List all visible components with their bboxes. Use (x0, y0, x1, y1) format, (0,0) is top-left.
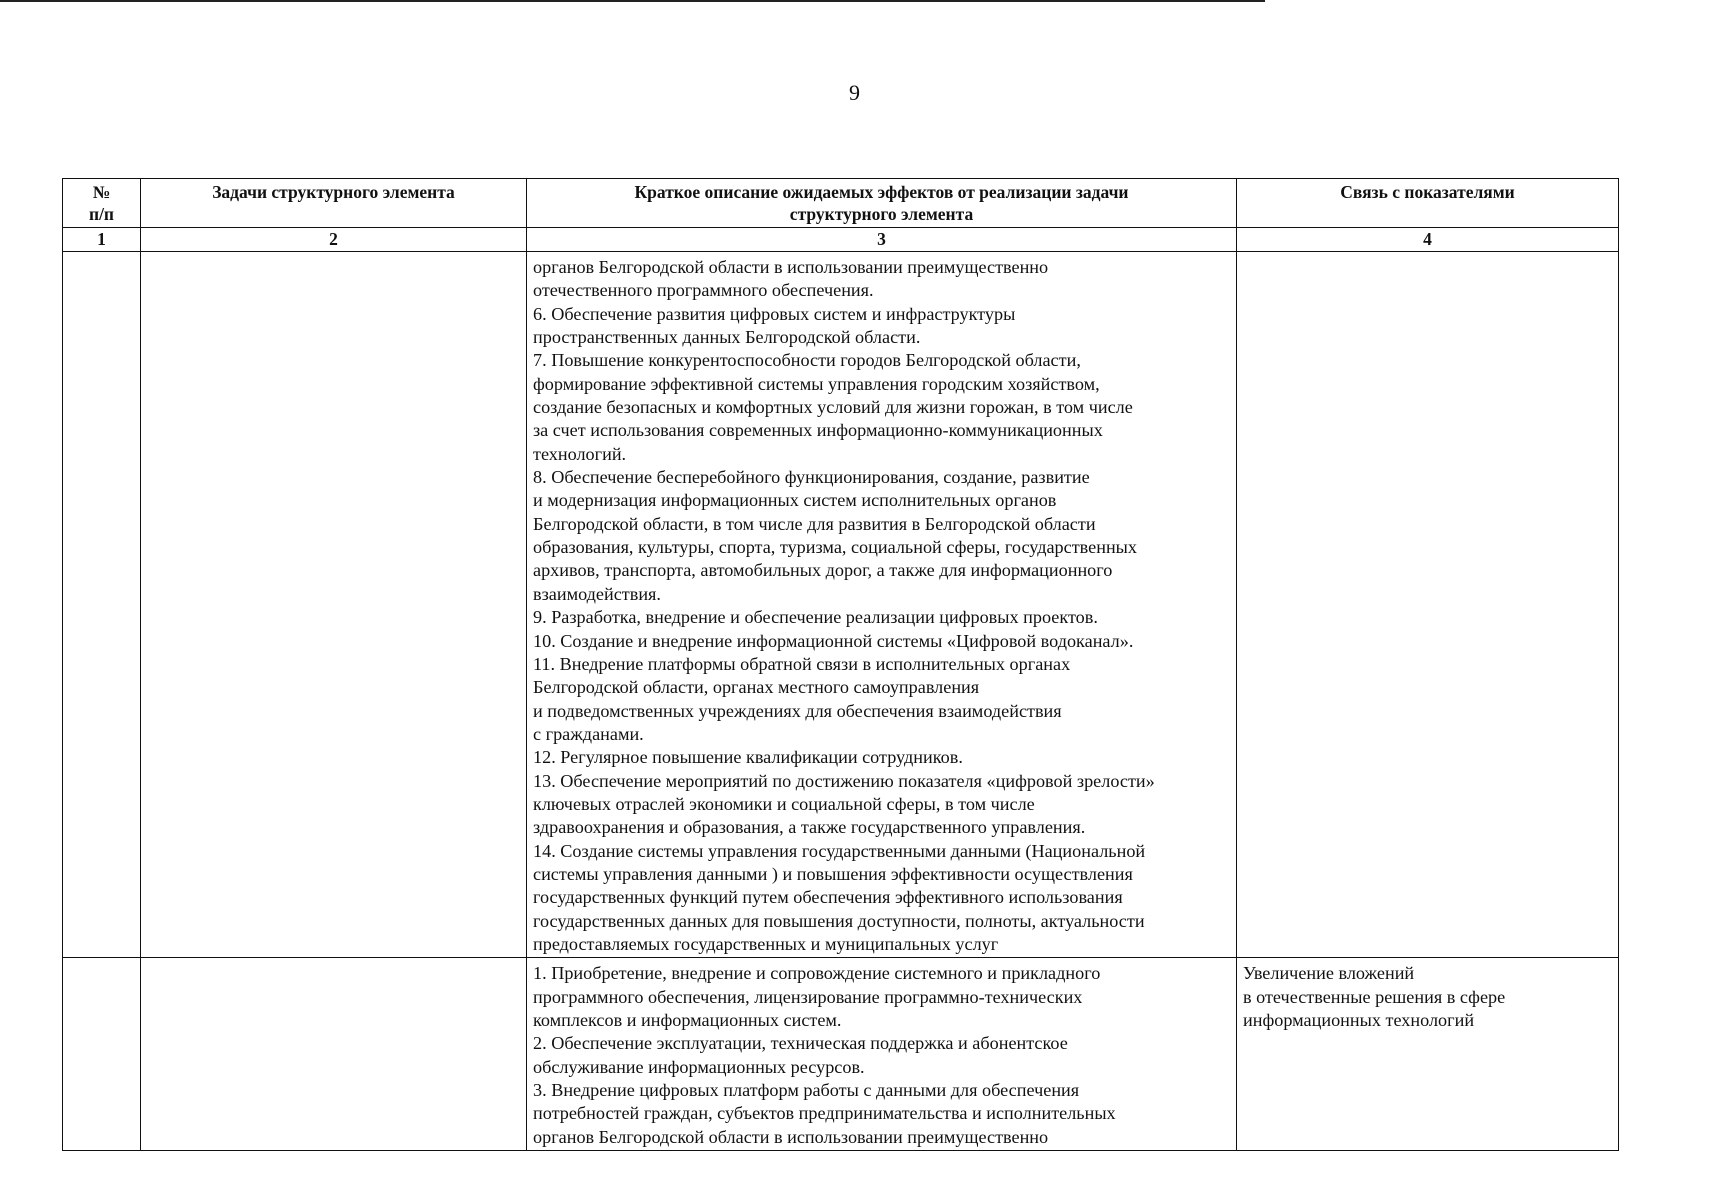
indicator-line: информационных технологий (1243, 1010, 1475, 1030)
description-line: и модернизация информационных систем исполнительных органов (533, 490, 1057, 511)
column-number: 4 (1237, 228, 1619, 252)
description-lines (527, 252, 1236, 957)
description-lines (527, 958, 1236, 1150)
description-line: Белгородской области, в том числе для развития в Белгородской области (533, 513, 1096, 534)
column-number: 3 (527, 228, 1237, 252)
header-number-line: № (92, 182, 111, 202)
column-numbers-row (63, 228, 1619, 252)
description-line: потребностей граждан, субъектов предпринимательства и исполнительных (533, 1103, 1116, 1124)
description-line: пространственных данных Белгородской области. (533, 327, 921, 348)
description-line: 10. Создание и внедрение информационной системы «Цифровой водоканал». (533, 630, 1134, 651)
indicator-lines (1237, 252, 1618, 260)
description-line: 7. Повышение конкурентоспособности городов Белгородской области, (533, 350, 1081, 371)
header-indicators: Связь с показателями (1237, 179, 1619, 228)
description-line: отечественного программного обеспечения. (533, 280, 874, 301)
header-description-line: Краткое описание ожидаемых эффектов от реализации задачи (634, 182, 1129, 202)
description-line: 9. Разработка, внедрение и обеспечение реализации цифровых проектов. (533, 607, 1098, 628)
description-line: 6. Обеспечение развития цифровых систем и инфраструктуры (533, 303, 1016, 324)
description-line: государственных данных для повышения доступности, полноты, актуальности (533, 910, 1145, 931)
task-cell (141, 958, 527, 1151)
indicator-line: в отечественные решения в сфере (1243, 986, 1506, 1007)
description-cell (527, 252, 1237, 958)
description-line: системы управления данными ) и повышения эффективности осуществления (533, 863, 1133, 884)
description-line: органов Белгородской области в использовании преимущественно (533, 257, 1049, 277)
description-line: 14. Создание системы управления государственными данными (Национальной (533, 840, 1146, 861)
description-line: обслуживание информационных ресурсов. (533, 1056, 865, 1077)
description-line: 1. Приобретение, внедрение и сопровождение системного и прикладного (533, 963, 1101, 984)
description-line: за счет использования современных информационно-коммуникационных (533, 420, 1103, 441)
description-line: технологий. (533, 443, 627, 464)
description-line: комплексов и информационных систем. (533, 1010, 842, 1030)
description-line: 12. Регулярное повышение квалификации сотрудников. (533, 747, 963, 768)
header-description (527, 179, 1237, 228)
description-line: государственных функций путем обеспечения эффективного использования (533, 887, 1123, 908)
table-row (63, 252, 1619, 958)
task-cell (141, 252, 527, 958)
description-line: архивов, транспорта, автомобильных дорог, а также для информационного (533, 560, 1113, 581)
table-row (63, 958, 1619, 1151)
top-rule (0, 0, 1265, 2)
row-number-cell (63, 958, 141, 1151)
column-number: 2 (141, 228, 527, 252)
indicator-cell (1237, 958, 1619, 1151)
indicator-lines (1237, 958, 1618, 1036)
description-line: Белгородской области, органах местного самоуправления (533, 677, 980, 698)
description-line: и подведомственных учреждениях для обеспечения взаимодействия (533, 700, 1062, 721)
indicator-cell (1237, 252, 1619, 958)
description-line: 8. Обеспечение бесперебойного функционирования, создание, развитие (533, 467, 1090, 488)
description-line: с гражданами. (533, 723, 644, 744)
page-number: 9 (849, 80, 860, 105)
description-cell (527, 958, 1237, 1151)
description-line: 13. Обеспечение мероприятий по достижению показателя «цифровой зрелости» (533, 770, 1155, 791)
description-line: образования, культуры, спорта, туризма, социальной сферы, государственных (533, 537, 1137, 558)
indicator-line: Увеличение вложений (1243, 963, 1415, 984)
description-line: ключевых отраслей экономики и социальной сферы, в том числе (533, 793, 1035, 814)
description-line: формирование эффективной системы управления городским хозяйством, (533, 373, 1100, 394)
description-line: 2. Обеспечение эксплуатации, техническая поддержка и абонентское (533, 1033, 1068, 1054)
header-tasks: Задачи структурного элемента (141, 179, 527, 228)
header-number-line: п/п (88, 204, 115, 224)
row-number-cell (63, 252, 141, 958)
description-line: предоставляемых государственных и муниципальных услуг (533, 933, 999, 954)
header-number (63, 179, 141, 228)
description-line: взаимодействия. (533, 583, 661, 604)
description-line: здравоохранения и образования, а также государственного управления. (533, 817, 1086, 838)
header-row (63, 179, 1619, 228)
description-line: органов Белгородской области в использовании преимущественно (533, 1126, 1049, 1147)
description-line: 11. Внедрение платформы обратной связи в исполнительных органах (533, 653, 1071, 674)
column-number: 1 (63, 228, 141, 252)
description-line: 3. Внедрение цифровых платформ работы с данными для обеспечения (533, 1080, 1080, 1101)
description-line: программного обеспечения, лицензирование программно-технических (533, 986, 1083, 1007)
header-description-line: структурного элемента (789, 204, 974, 224)
main-table (62, 178, 1619, 1151)
description-line: создание безопасных и комфортных условий для жизни горожан, в том числе (533, 397, 1133, 418)
